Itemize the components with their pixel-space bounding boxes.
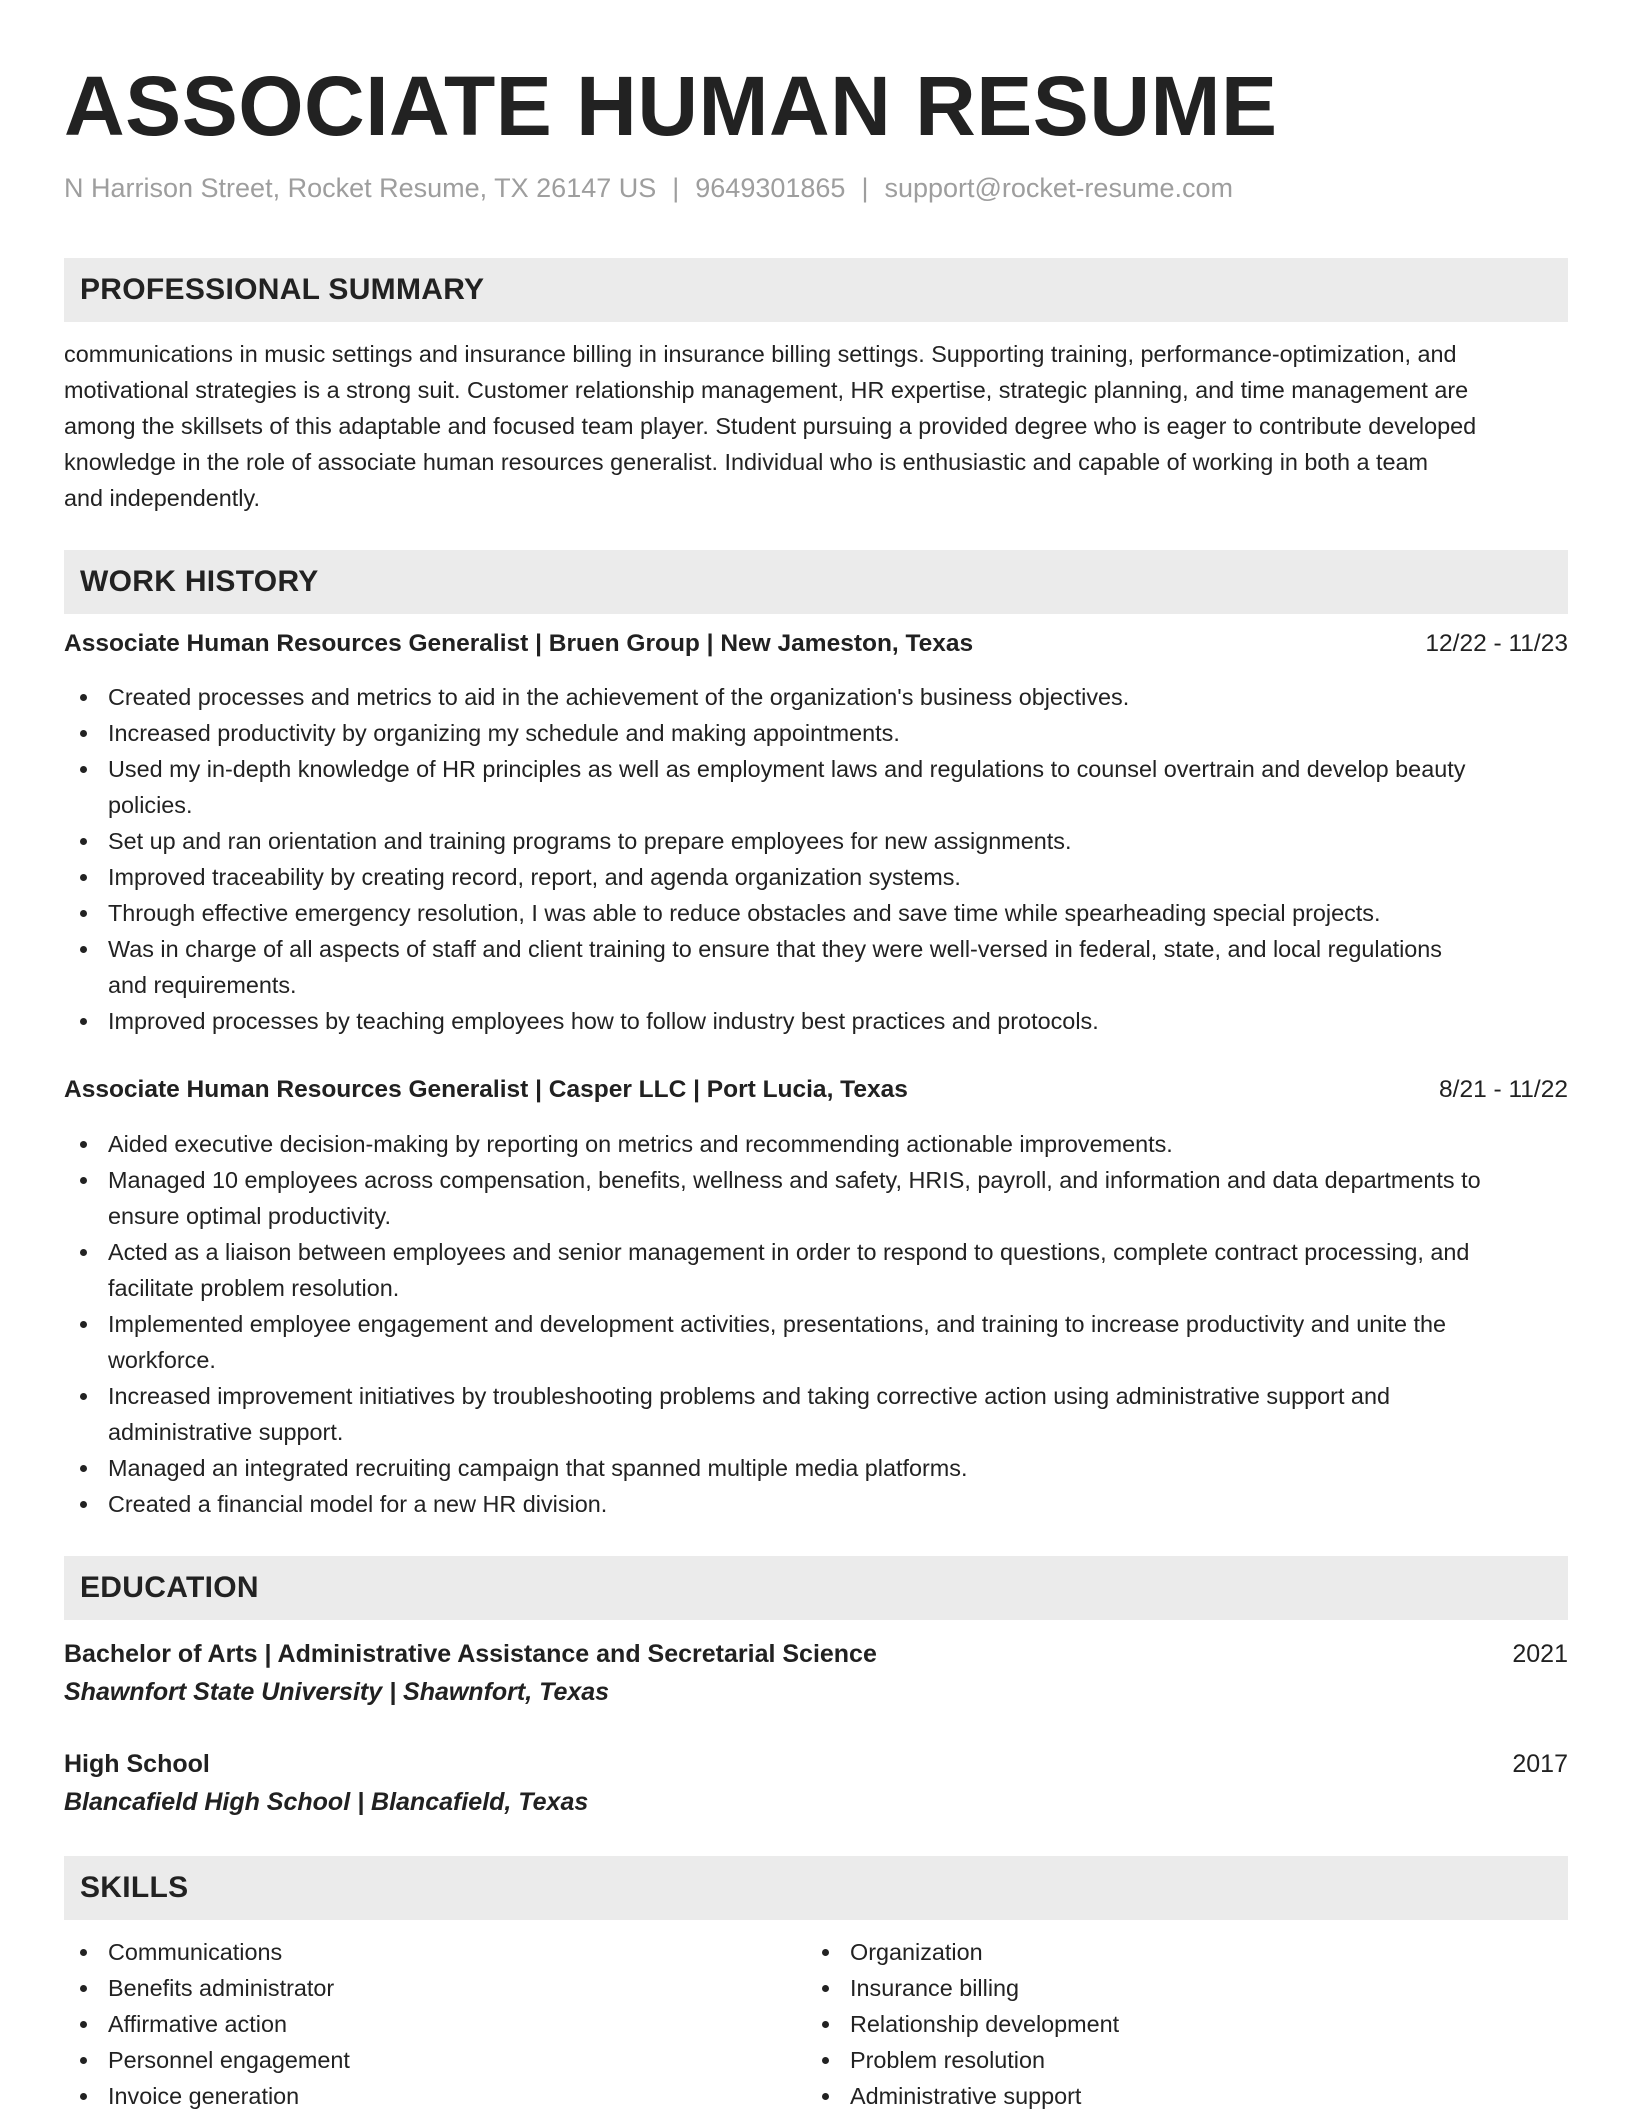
contact-separator: | — [861, 173, 869, 203]
job-title: Associate Human Resources Generalist | Bruen Group | New Jameston, Texas — [64, 630, 974, 657]
bullet-text: Used my in-depth knowledge of HR principles as well as employment laws and regulations to counsel overtrain and develop beauty — [108, 756, 1466, 782]
summary-line: and independently. — [64, 485, 260, 511]
bullet-dot — [80, 766, 87, 773]
summary-line: knowledge in the role of associate human resources generalist. Individual who is enthusiastic and capable of working in both a team — [64, 449, 1428, 475]
bullet-text: Implemented employee engagement and development activities, presentations, and training to increase productivity and unite the — [108, 1311, 1446, 1337]
bullet-text: and requirements. — [108, 972, 297, 998]
job-bullet — [64, 1126, 1568, 1162]
skill-item — [806, 2006, 1548, 2042]
education-degree: Bachelor of Arts | Administrative Assistance and Secretarial Science — [64, 1640, 877, 1668]
bullet-text: workforce. — [108, 1347, 216, 1373]
job-bullet — [64, 1306, 1568, 1378]
bullet-dot — [80, 1985, 87, 1992]
job-dates: 12/22 - 11/23 — [1425, 630, 1568, 657]
skill-item — [64, 2078, 806, 2114]
bullet-text: Relationship development — [850, 2011, 1120, 2037]
bullet-text: Aided executive decision-making by reporting on metrics and recommending actionable improvements. — [108, 1131, 1173, 1157]
job-bullet — [64, 1234, 1568, 1306]
summary-line: among the skillsets of this adaptable and focused team player. Student pursuing a provided degree who is eager to contribute developed — [64, 413, 1477, 439]
bullet-text: Acted as a liaison between employees and senior management in order to respond to questions, complete contract processing, and — [108, 1239, 1470, 1265]
bullet-text: Increased productivity by organizing my schedule and making appointments. — [108, 720, 900, 746]
bullet-text: policies. — [108, 792, 193, 818]
bullet-text: Created processes and metrics to aid in the achievement of the organization's business objectives. — [108, 684, 1130, 710]
bullet-text: facilitate problem resolution. — [108, 1275, 400, 1301]
bullet-text: Improved traceability by creating record, report, and agenda organization systems. — [108, 864, 961, 890]
bullet-text: Problem resolution — [850, 2047, 1046, 2073]
education-entry — [64, 1636, 1568, 1710]
job-bullet — [64, 715, 1568, 751]
bullet-text: Affirmative action — [108, 2011, 287, 2037]
bullet-text: Managed an integrated recruiting campaign that spanned multiple media platforms. — [108, 1455, 968, 1481]
job-bullet — [64, 1450, 1568, 1486]
bullet-text: Communications — [108, 1939, 283, 1965]
education-degree: High School — [64, 1750, 210, 1778]
bullet-text: Through effective emergency resolution, I was able to reduce obstacles and save time while spearheading special projects. — [108, 900, 1381, 926]
contact-separator: | — [672, 173, 680, 203]
job-header — [64, 1072, 1568, 1108]
bullet-text: Managed 10 employees across compensation, benefits, wellness and safety, HRIS, payroll, and information and data departments to — [108, 1167, 1481, 1193]
education-header — [64, 1746, 1568, 1782]
bullet-dot — [80, 1393, 87, 1400]
summary-line: communications in music settings and insurance billing in insurance billing settings. Supporting training, performance-optimization, and — [64, 341, 1457, 367]
bullet-dot — [80, 694, 87, 701]
job-bullet-list — [64, 679, 1568, 1039]
bullet-dot — [80, 1018, 87, 1025]
contact-line — [64, 170, 1568, 206]
job-bullet — [64, 1378, 1568, 1450]
skills-column-right — [806, 1934, 1548, 2114]
skill-item — [64, 1970, 806, 2006]
job-bullet — [64, 1003, 1568, 1039]
bullet-dot — [80, 1321, 87, 1328]
job-bullet — [64, 895, 1568, 931]
bullet-dot — [80, 874, 87, 881]
section-heading-education: EDUCATION — [64, 1556, 1568, 1620]
bullet-text: ensure optimal productivity. — [108, 1203, 391, 1229]
bullet-dot — [80, 1177, 87, 1184]
skill-item — [64, 2006, 806, 2042]
skill-item — [64, 2042, 806, 2078]
education-header — [64, 1636, 1568, 1672]
job-bullet-list — [64, 1126, 1568, 1522]
bullet-text: Administrative support — [850, 2083, 1082, 2109]
education-school: Shawnfort State University | Shawnfort, Texas — [64, 1678, 610, 1706]
bullet-dot — [80, 730, 87, 737]
bullet-dot — [80, 1501, 87, 1508]
job-bullet — [64, 1162, 1568, 1234]
job-header — [64, 626, 1568, 662]
skill-item — [806, 1970, 1548, 2006]
contact-email: support@rocket-resume.com — [884, 173, 1233, 203]
summary-paragraph — [64, 336, 1568, 516]
bullet-dot — [822, 2021, 829, 2028]
job-bullet — [64, 679, 1568, 715]
skills-grid — [64, 1934, 1568, 2114]
bullet-dot — [80, 838, 87, 845]
job-title: Associate Human Resources Generalist | Casper LLC | Port Lucia, Texas — [64, 1076, 908, 1103]
bullet-dot — [80, 1141, 87, 1148]
skill-item — [64, 1934, 806, 1970]
bullet-dot — [80, 946, 87, 953]
job-bullet — [64, 751, 1568, 823]
bullet-text: Set up and ran orientation and training programs to prepare employees for new assignments. — [108, 828, 1072, 854]
bullet-dot — [80, 1949, 87, 1956]
bullet-dot — [822, 1949, 829, 1956]
bullet-text: Created a financial model for a new HR division. — [108, 1491, 608, 1517]
bullet-text: Improved processes by teaching employees how to follow industry best practices and protocols. — [108, 1008, 1099, 1034]
section-heading-work-history: WORK HISTORY — [64, 550, 1568, 614]
job-dates: 8/21 - 11/22 — [1439, 1076, 1568, 1103]
bullet-text: Organization — [850, 1939, 983, 1965]
skills-column-left — [64, 1934, 806, 2114]
bullet-text: Insurance billing — [850, 1975, 1020, 2001]
contact-address: N Harrison Street, Rocket Resume, TX 26147 US — [64, 173, 657, 203]
skill-item — [806, 2078, 1548, 2114]
section-heading-skills: SKILLS — [64, 1856, 1568, 1920]
bullet-dot — [80, 1465, 87, 1472]
skill-item — [806, 2042, 1548, 2078]
bullet-text: Increased improvement initiatives by troubleshooting problems and taking corrective action using administrative support and — [108, 1383, 1390, 1409]
job-bullet — [64, 859, 1568, 895]
bullet-dot — [822, 1985, 829, 1992]
section-heading-summary: PROFESSIONAL SUMMARY — [64, 258, 1568, 322]
job-bullet — [64, 823, 1568, 859]
bullet-dot — [80, 2021, 87, 2028]
skill-item — [806, 1934, 1548, 1970]
job-bullet — [64, 1486, 1568, 1522]
bullet-text: Personnel engagement — [108, 2047, 350, 2073]
bullet-dot — [80, 2057, 87, 2064]
summary-line: motivational strategies is a strong suit. Customer relationship management, HR expertise, strategic planning, and time management are — [64, 377, 1469, 403]
education-year: 2017 — [1512, 1750, 1568, 1778]
bullet-text: Was in charge of all aspects of staff and client training to ensure that they were well-versed in federal, state, and local regulations — [108, 936, 1442, 962]
education-school: Blancafield High School | Blancafield, Texas — [64, 1788, 589, 1816]
bullet-dot — [822, 2093, 829, 2100]
contact-phone: 9649301865 — [695, 173, 846, 203]
bullet-text: administrative support. — [108, 1419, 344, 1445]
bullet-text: Benefits administrator — [108, 1975, 335, 2001]
job-bullet — [64, 931, 1568, 1003]
education-entry — [64, 1746, 1568, 1820]
education-year: 2021 — [1512, 1640, 1568, 1668]
bullet-dot — [80, 910, 87, 917]
bullet-dot — [80, 1249, 87, 1256]
resume-title: ASSOCIATE HUMAN RESUME — [64, 59, 1278, 153]
bullet-dot — [80, 2093, 87, 2100]
bullet-dot — [822, 2057, 829, 2064]
bullet-text: Invoice generation — [108, 2083, 300, 2109]
